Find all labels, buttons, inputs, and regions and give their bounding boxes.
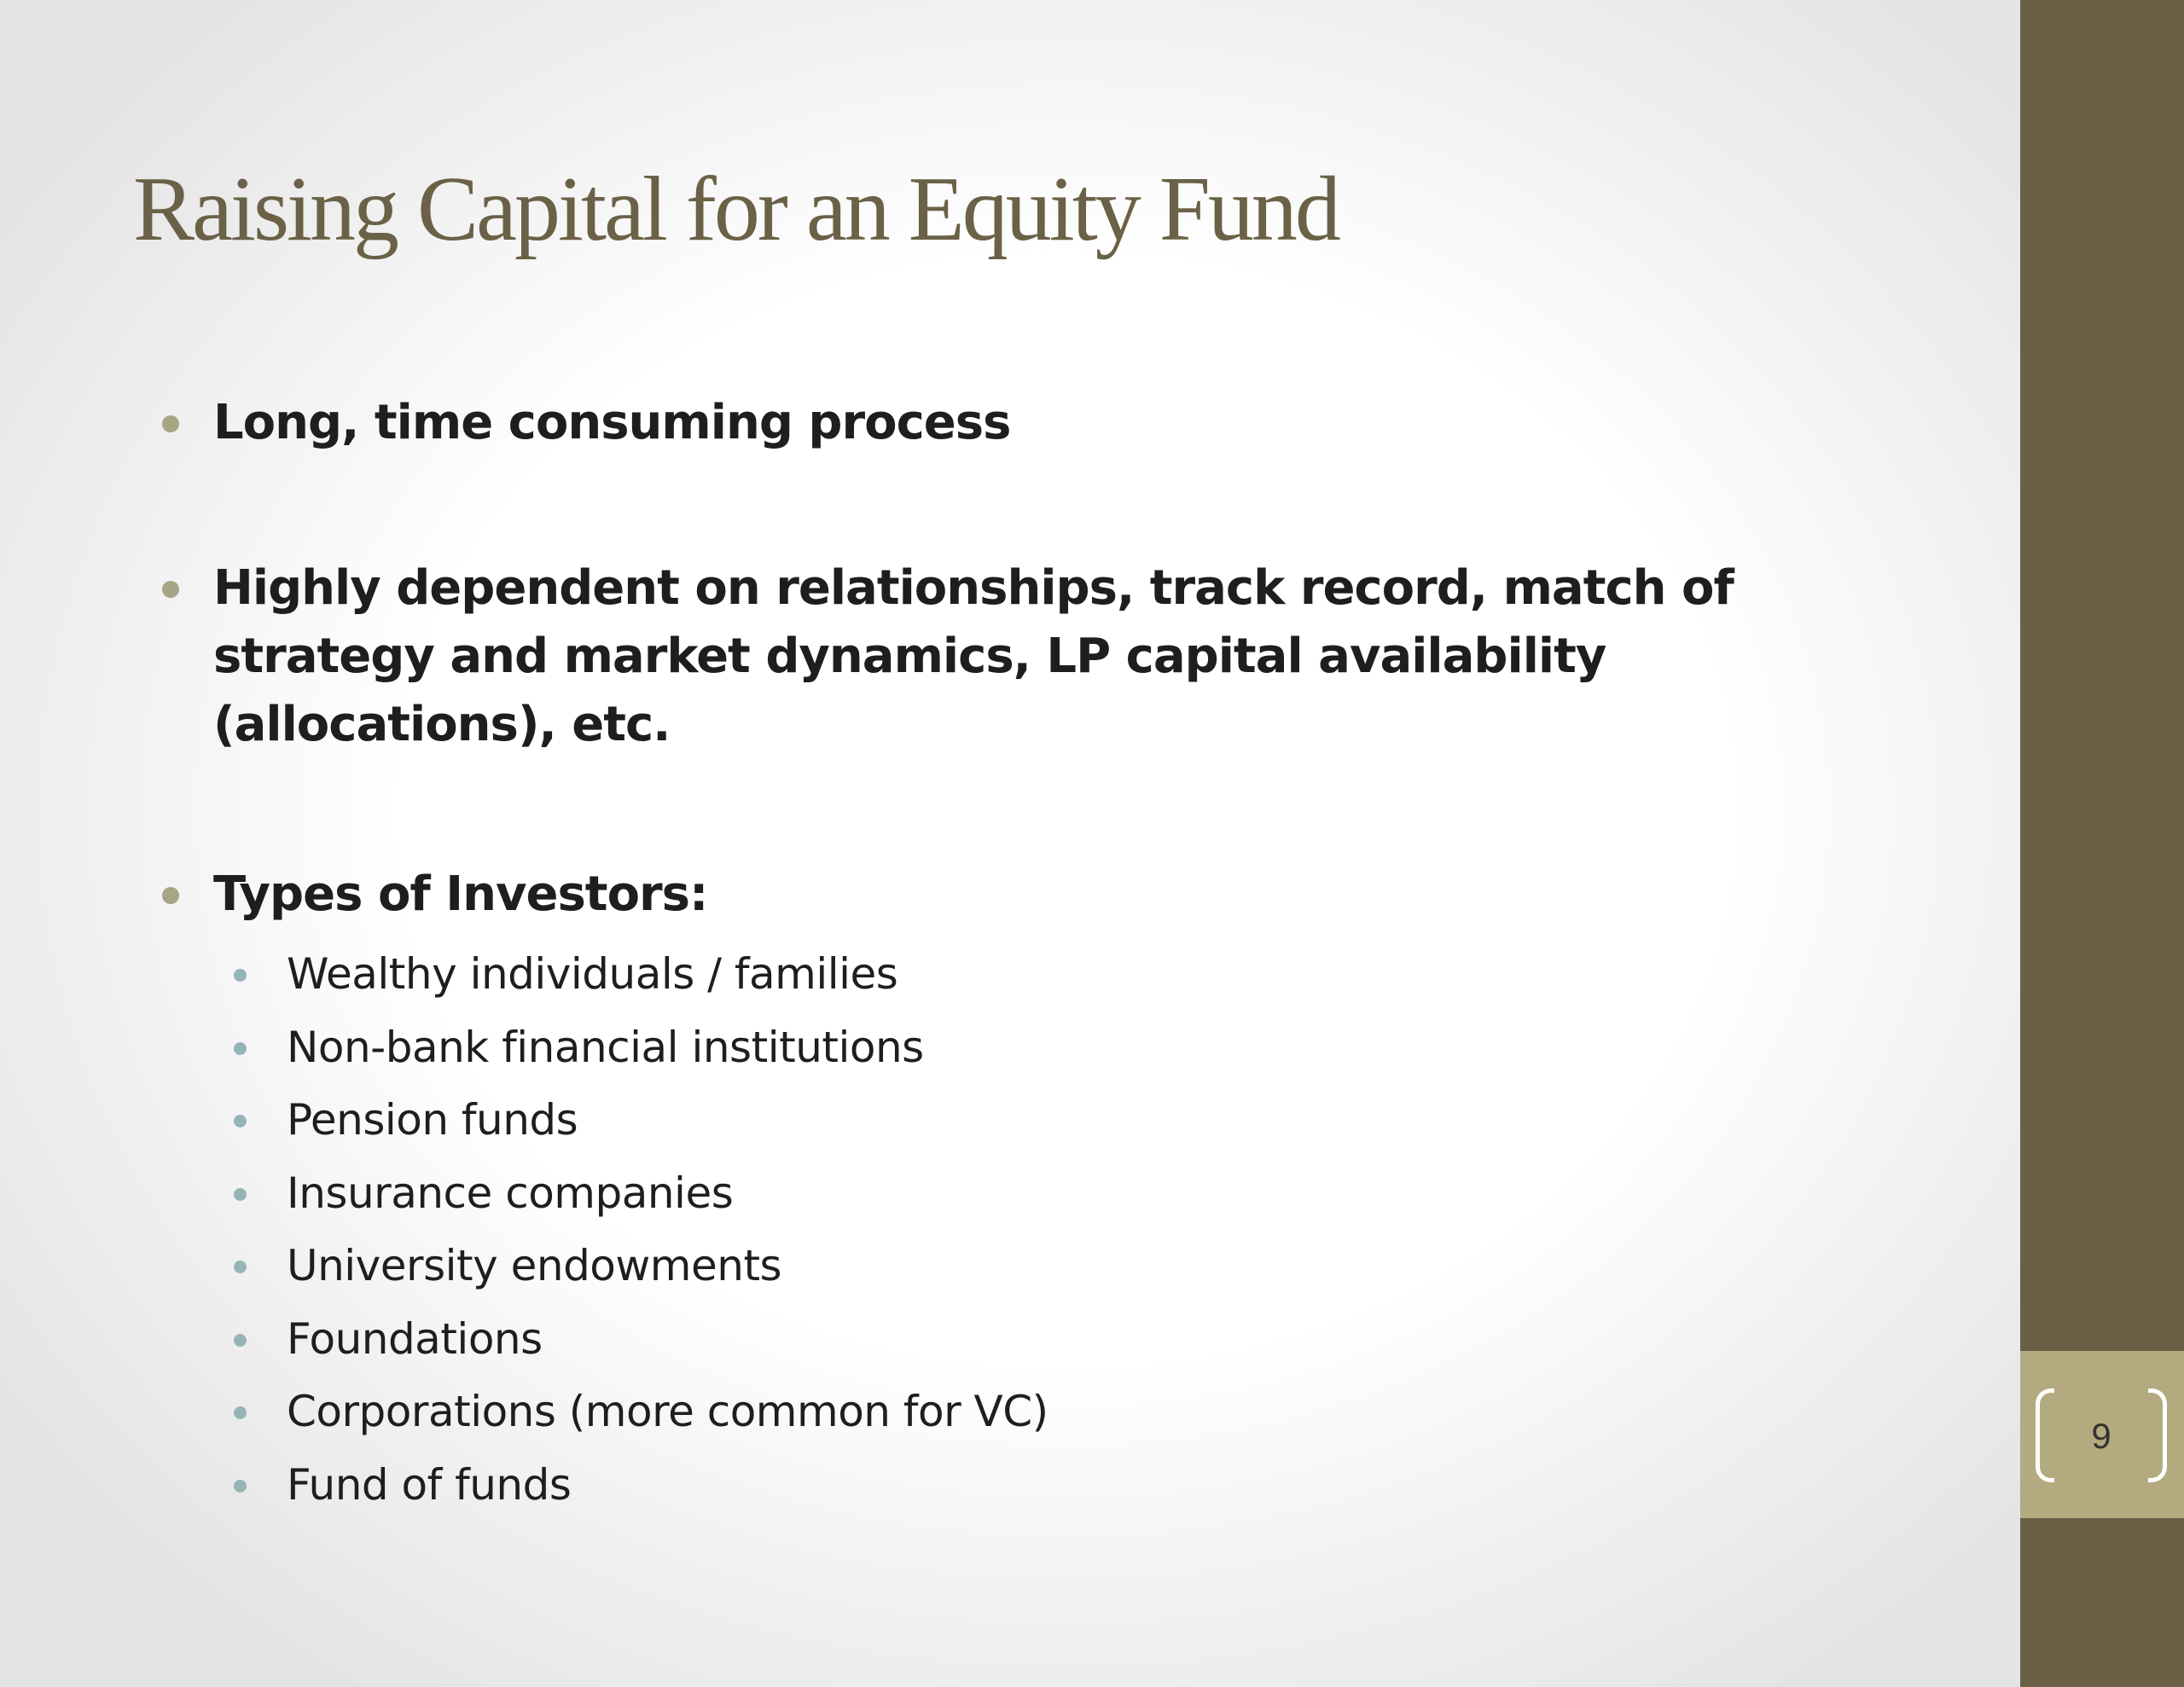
list-item (287, 938, 1048, 1012)
sub-bullet-dot-icon (234, 1480, 247, 1493)
bullet-dot-icon (162, 887, 179, 904)
list-item-label: Fund of funds (287, 1459, 572, 1510)
left-bracket-icon (2036, 1388, 2054, 1482)
list-item-label: Non-bank financial institutions (287, 1022, 924, 1072)
page-number: 9 (2091, 1416, 2111, 1456)
sub-bullet-dot-icon (234, 1042, 247, 1055)
list-item-label: Wealthy individuals / families (287, 949, 898, 999)
sub-bullet-dot-icon (234, 1406, 247, 1419)
list-item (287, 1449, 1048, 1522)
right-bracket-icon (2148, 1388, 2167, 1482)
list-item (287, 1303, 1048, 1377)
list-item (287, 1157, 1048, 1231)
sub-bullet-dot-icon (234, 1188, 247, 1201)
bullet-dependencies: Highly dependent on relationships, track record, match of strategy and market dynamics, LP capital availability (allocations), etc. (213, 560, 1734, 752)
list-item (287, 1376, 1048, 1449)
bullet-dot-icon (162, 581, 179, 598)
bullet-process: Long, time consuming process (213, 395, 1011, 450)
sub-bullet-dot-icon (234, 1334, 247, 1347)
list-item (287, 1084, 1048, 1157)
list-item-label: Corporations (more common for VC) (287, 1387, 1048, 1436)
sub-bullet-dot-icon (234, 1115, 247, 1128)
slide-title: Raising Capital for an Equity Fund (133, 159, 1339, 260)
list-item-label: University endowments (287, 1241, 782, 1290)
sub-bullet-dot-icon (234, 1261, 247, 1273)
bullet-investor-types: Types of Investors: (213, 867, 708, 922)
list-item (287, 1012, 1048, 1085)
investor-types-list (287, 938, 1048, 1522)
list-item (287, 1230, 1048, 1303)
list-item-label: Pension funds (287, 1095, 578, 1145)
bullet-dot-icon (162, 415, 179, 432)
list-item-label: Insurance companies (287, 1168, 734, 1218)
sub-bullet-dot-icon (234, 969, 247, 982)
list-item-label: Foundations (287, 1313, 543, 1364)
